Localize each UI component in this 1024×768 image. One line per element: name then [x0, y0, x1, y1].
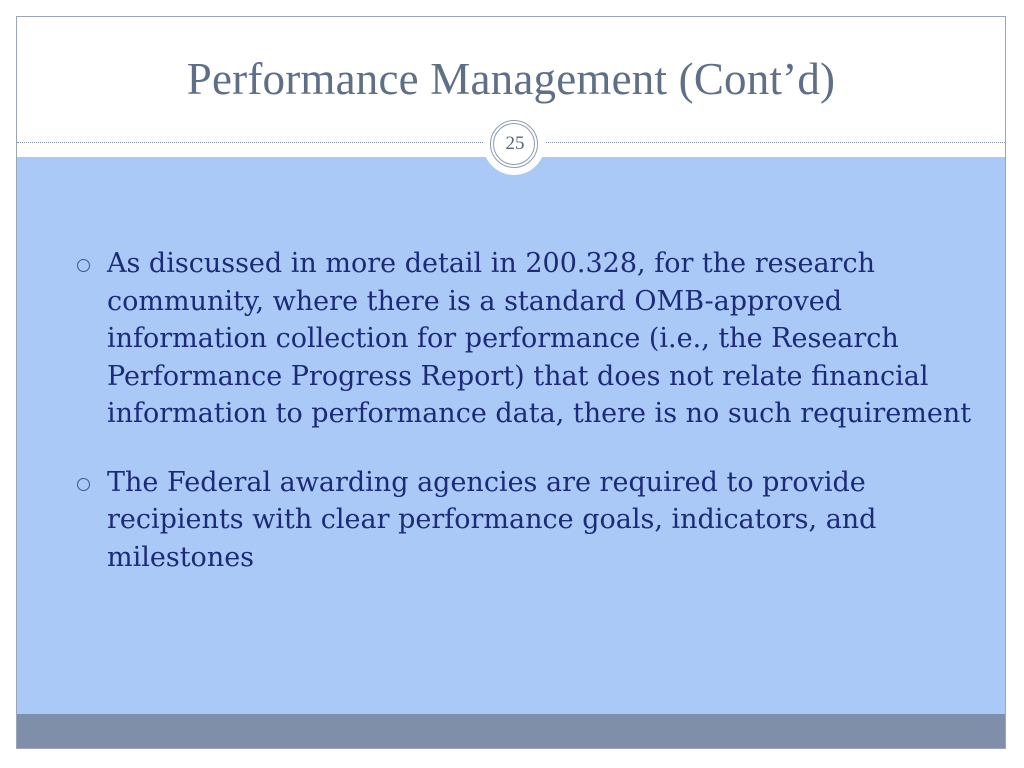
bullet-text: The Federal awarding agencies are required to provide recipients with clear performance goals, indicators, and milestones	[107, 466, 877, 573]
bullet-list	[75, 245, 985, 607]
slide	[16, 16, 1006, 749]
hollow-circle-bullet-icon	[77, 478, 90, 491]
bullet-text: As discussed in more detail in 200.328, for the research community, where there is a standard OMB-approved information collection for performance (i.e., the Research Performance Progress Report) that does not relate financial information to performance data, there is no such requirement	[107, 248, 972, 429]
page-number-badge	[483, 113, 545, 175]
hollow-circle-bullet-icon	[77, 259, 90, 272]
page-number-circle-icon	[490, 120, 538, 168]
bullet-item	[75, 245, 985, 433]
footer-band	[17, 714, 1005, 748]
bullet-item	[75, 464, 985, 577]
page-number: 25	[505, 133, 525, 154]
slide-title: Performance Management (Cont’d)	[186, 54, 836, 104]
